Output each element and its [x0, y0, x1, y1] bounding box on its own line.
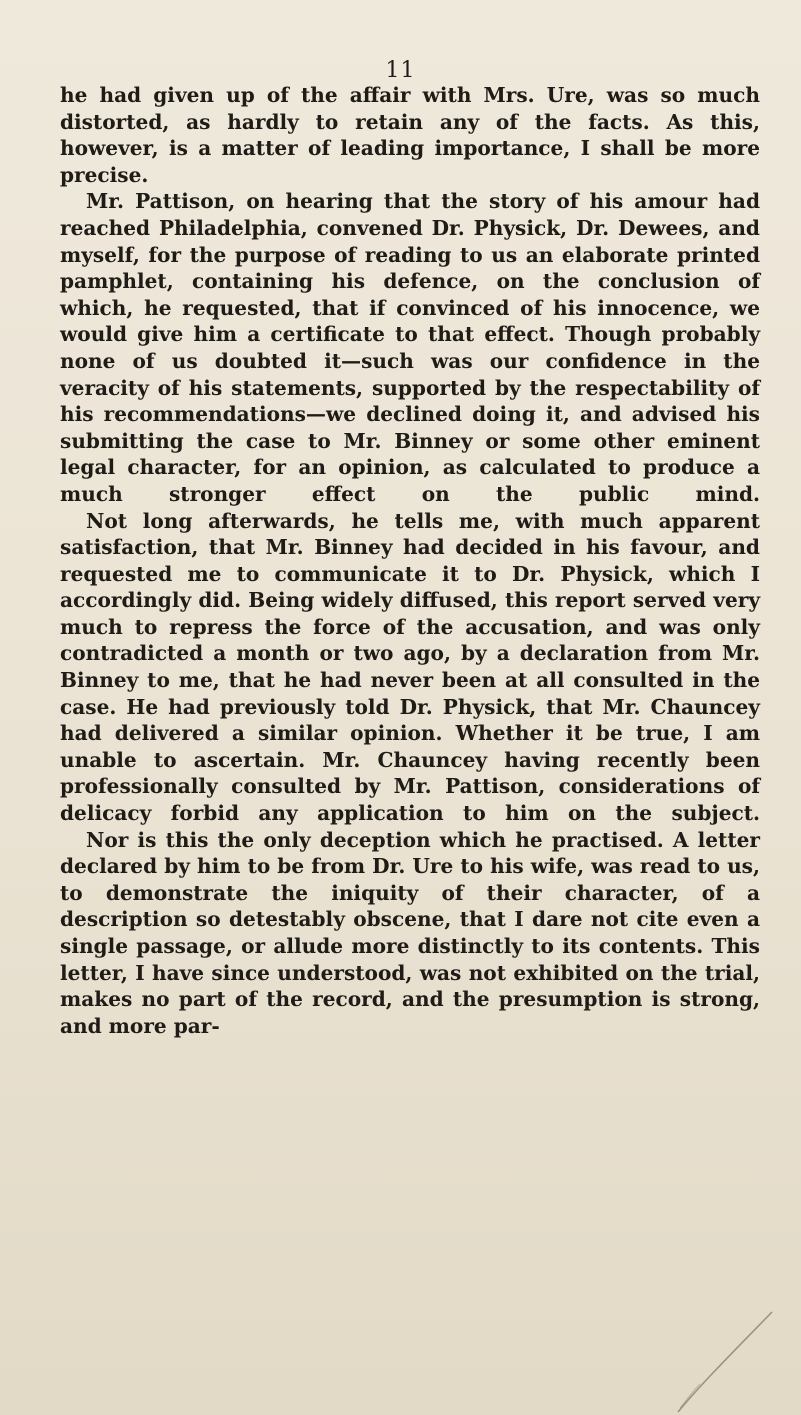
pencil-mark — [640, 1290, 800, 1415]
page-number: 11 — [385, 58, 416, 83]
paragraph-letter-deception: Nor is this the only deception which he practised. A letter declared by him to be from Dr. Ure to his wife, was read to us, to demonstrate the iniquity of their character, of a description so detestably obscene, that I dare not cite even a single passage, or allude more distinctly to its contents. This letter, I have since understood, was not exhibited on the trial, makes no part of the record, and the presumption is strong, and more par- — [60, 827, 760, 1038]
body-text — [60, 82, 760, 1039]
paragraph-continuation: he had given up of the affair with Mrs. Ure, was so much distorted, as hardly to retain any of the facts. As this, however, is a matter of leading importance, I shall be more precise. — [60, 83, 760, 187]
paragraph-pattison-convened: Mr. Pattison, on hearing that the story of his amour had reached Philadelphia, convened Dr. Physick, Dr. Dewees, and myself, for the purpose of reading to us an elaborate printed pamphlet, containing his defence, on the conclusion of which, he requested, that if convinced of his innocence, we would give him a certificate to that effect. Though probably none of us doubted it—such was our confidence in the veracity of his statements, supported by the respectability of his recommendations—we declined doing it, and advised his submitting the case to Mr. Binney or some other eminent legal character, for an opinion, as calculated to produce a much stronger effect on the public mind. — [60, 189, 760, 506]
paragraph-binney-opinion: Not long afterwards, he tells me, with much apparent satisfaction, that Mr. Binney had decided in his favour, and requested me to communicate it to Dr. Physick, which I accordingly did. Being widely diffused, this report served very much to repress the force of the accusation, and was only contradicted a month or two ago, by a declaration from Mr. Binney to me, that he had never been at all consulted in the case. He had previously told Dr. Physick, that Mr. Chauncey had delivered a similar opinion. Whether it be true, I am unable to ascertain. Mr. Chauncey having recently been professionally consulted by Mr. Pattison, considerations of delicacy forbid any application to him on the subject. — [60, 508, 760, 826]
